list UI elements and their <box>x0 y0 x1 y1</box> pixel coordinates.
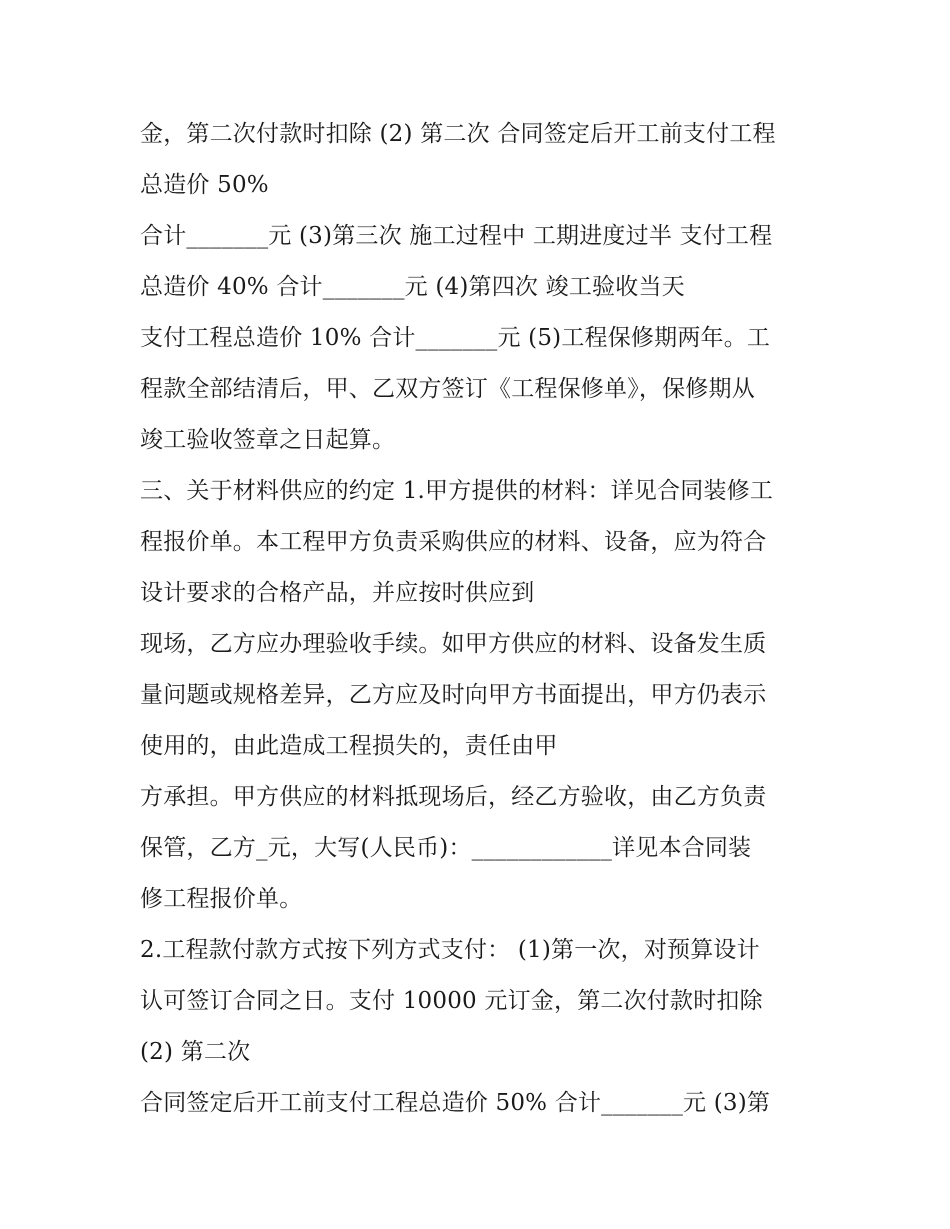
text-line: 使用的，由此造成工程损失的，责任由甲 <box>140 733 558 759</box>
text-line: 现场，乙方应办理验收手续。如甲方供应的材料、设备发生质 <box>140 631 767 657</box>
document-body <box>140 109 830 1129</box>
text-line: 程报价单。本工程甲方负责采购供应的材料、设备，应为符合 <box>140 529 767 555</box>
text-line: 2.工程款付款方式按下列方式支付： (1)第一次，对预算设计 <box>140 937 760 963</box>
text-line: 量问题或规格差异，乙方应及时向甲方书面提出，甲方仍表示 <box>140 682 767 708</box>
text-line: 支付工程总造价 10% 合计_______元 (5)工程保修期两年。工 <box>140 325 771 351</box>
text-line: 保管，乙方_元，大写(人民币)：____________详见本合同装 <box>140 835 752 861</box>
text-line: 修工程报价单。 <box>140 886 303 912</box>
text-line: 认可签订合同之日。支付 10000 元订金，第二次付款时扣除 <box>140 988 763 1014</box>
text-line: 总造价 50% <box>140 172 269 198</box>
text-line: 合同签定后开工前支付工程总造价 50% 合计_______元 (3)第 <box>140 1090 771 1116</box>
text-line: 设计要求的合格产品，并应按时供应到 <box>140 580 535 606</box>
text-line: 竣工验收签章之日起算。 <box>140 427 396 453</box>
text-line: 三、关于材料供应的约定 1.甲方提供的材料：详见合同装修工 <box>140 478 774 504</box>
text-line: 合计_______元 (3)第三次 施工过程中 工期进度过半 支付工程 <box>140 223 773 249</box>
text-line: 金，第二次付款时扣除 (2) 第二次 合同签定后开工前支付工程 <box>140 121 776 147</box>
text-line: 程款全部结清后，甲、乙双方签订《工程保修单》，保修期从 <box>140 376 755 402</box>
text-line: 总造价 40% 合计_______元 (4)第四次 竣工验收当天 <box>140 274 685 300</box>
text-line: (2) 第二次 <box>140 1039 251 1065</box>
text-line: 方承担。甲方供应的材料抵现场后，经乙方验收，由乙方负责 <box>140 784 767 810</box>
